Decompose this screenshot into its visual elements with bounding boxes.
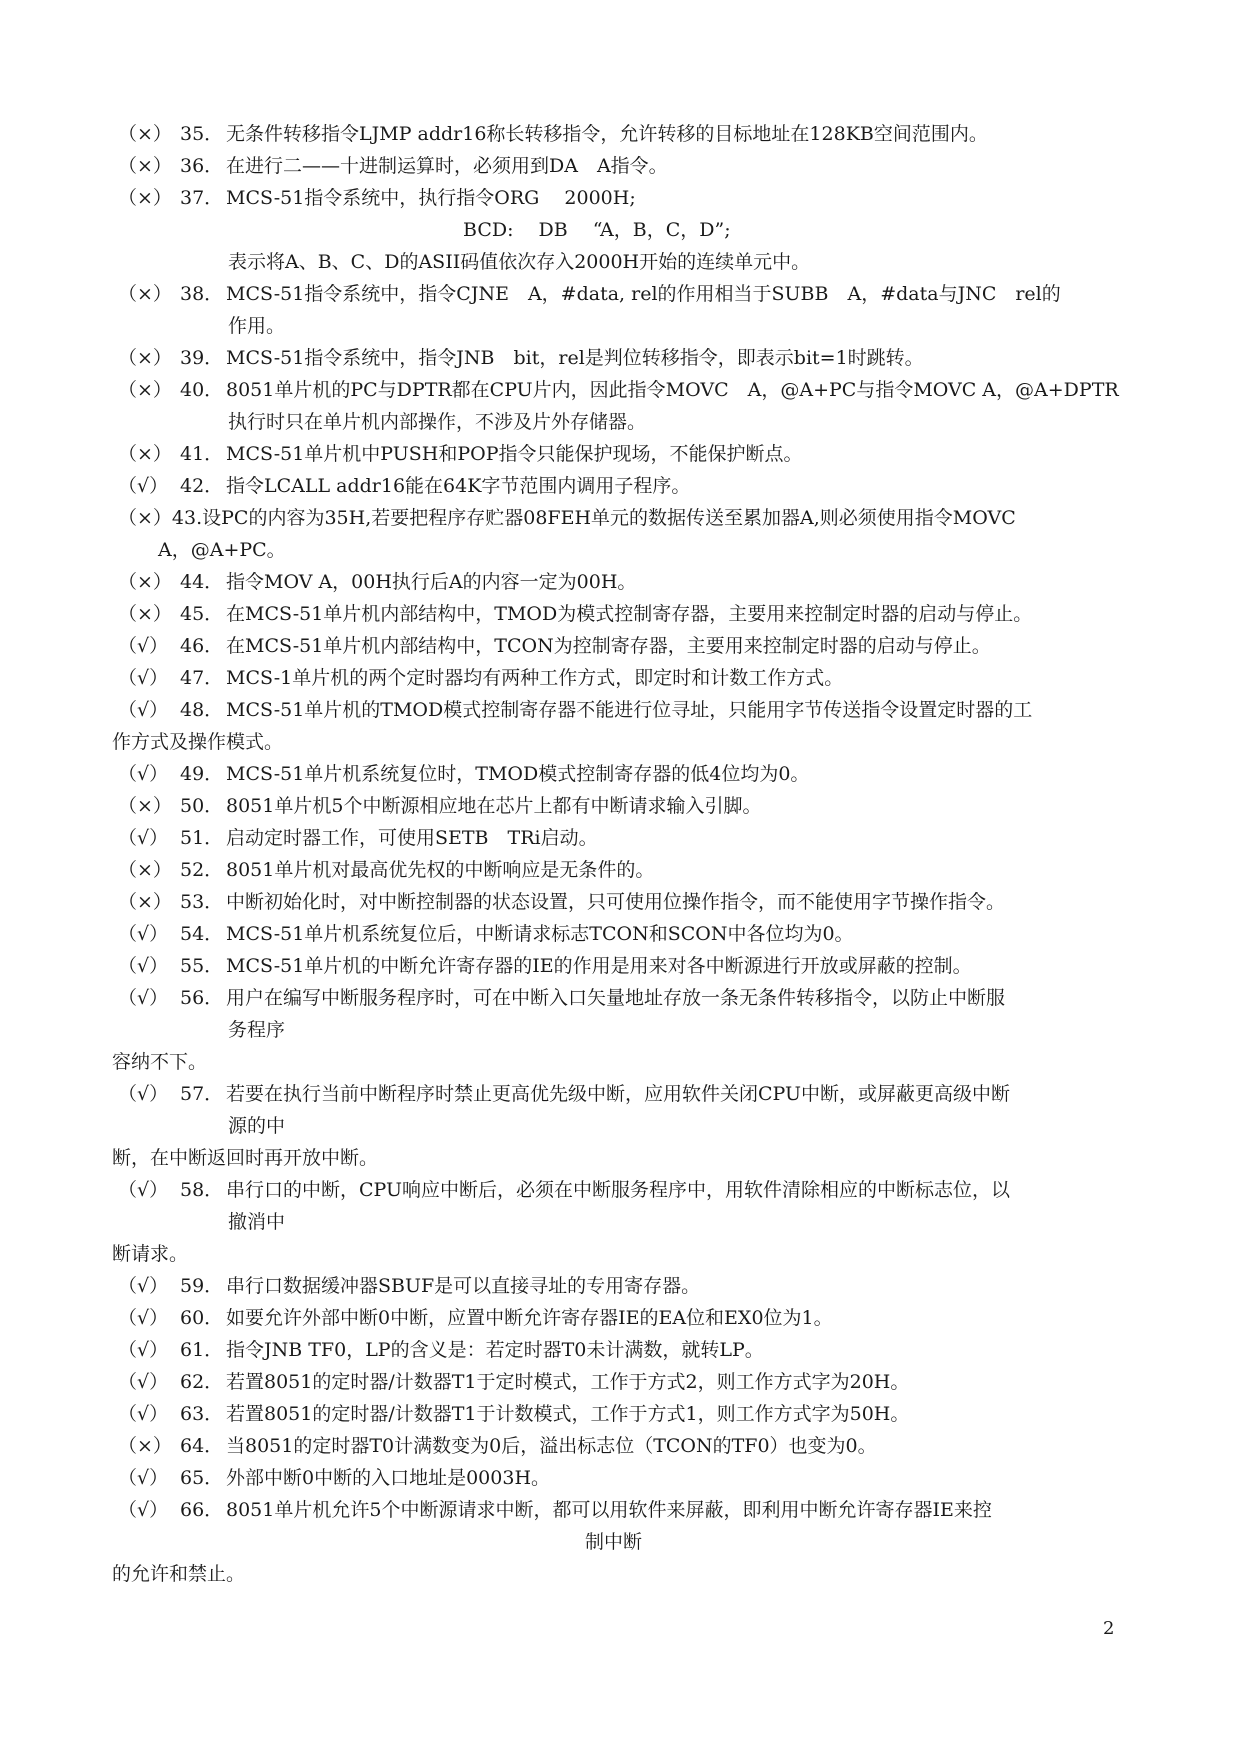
question-text: 若置8051的定时器/计数器T1于定时模式，工作于方式2，则工作方式字为20H。 xyxy=(226,1371,910,1393)
question-text: 串行口的中断，CPU响应中断后，必须在中断服务程序中，用软件清除相应的中断标志位，以 xyxy=(226,1179,1011,1201)
continuation-text: 制中断 xyxy=(585,1531,643,1553)
answer-mark: （√） xyxy=(118,667,169,689)
answer-mark: （×） xyxy=(118,123,172,145)
continuation-text: 容纳不下。 xyxy=(112,1051,208,1073)
continuation-line xyxy=(118,534,1128,566)
question-text: 无条件转移指令LJMP addr16称长转移指令，允许转移的目标地址在128KB空间范围内。 xyxy=(226,123,988,145)
question-number: 57． xyxy=(180,1083,224,1105)
answer-mark: （×） xyxy=(118,571,172,593)
answer-mark: （×） xyxy=(118,283,172,305)
answer-mark: （×） xyxy=(118,859,172,881)
code-line xyxy=(118,214,1128,246)
question-number: 49． xyxy=(180,763,224,785)
question-number: 62． xyxy=(180,1371,224,1393)
question-number: 40． xyxy=(180,379,224,401)
question-text: 8051单片机对最高优先权的中断响应是无条件的。 xyxy=(226,859,655,881)
continuation-text: 断请求。 xyxy=(112,1243,189,1265)
answer-mark: （√） xyxy=(118,1275,169,1297)
continuation-line xyxy=(118,246,1128,278)
answer-mark: （×） xyxy=(118,1435,172,1457)
question-49 xyxy=(118,758,1128,790)
continuation-line xyxy=(118,310,1128,342)
question-text: 串行口数据缓冲器SBUF是可以直接寻址的专用寄存器。 xyxy=(226,1275,701,1297)
question-47 xyxy=(118,662,1128,694)
answer-mark: （√） xyxy=(118,1499,169,1521)
question-number: 41． xyxy=(180,443,224,465)
answer-mark: （×） xyxy=(118,891,172,913)
continuation-line xyxy=(112,1142,1128,1174)
answer-mark: （×） xyxy=(118,795,172,817)
answer-mark: （√） xyxy=(118,923,169,945)
question-text: 指令MOV A，00H执行后A的内容一定为00H。 xyxy=(226,571,637,593)
answer-mark: （√） xyxy=(118,1339,169,1361)
question-number: 65． xyxy=(180,1467,224,1489)
page-number: 2 xyxy=(1103,1618,1115,1639)
answer-mark: （√） xyxy=(118,699,169,721)
continuation-text: 作方式及操作模式。 xyxy=(112,731,284,753)
continuation-text: 断，在中断返回时再开放中断。 xyxy=(112,1147,379,1169)
question-43 xyxy=(118,502,1128,534)
continuation-text: 表示将A、B、C、D的ASII码值依次存入2000H开始的连续单元中。 xyxy=(228,251,811,273)
question-text: MCS-51单片机系统复位后，中断请求标志TCON和SCON中各位均为0。 xyxy=(226,923,854,945)
question-56 xyxy=(118,982,1128,1014)
question-number: 66． xyxy=(180,1499,224,1521)
answer-mark: （×） xyxy=(118,603,172,625)
question-59 xyxy=(118,1270,1128,1302)
question-50 xyxy=(118,790,1128,822)
question-number: 59． xyxy=(180,1275,224,1297)
question-53 xyxy=(118,886,1128,918)
question-number: 38． xyxy=(180,283,224,305)
question-48 xyxy=(118,694,1128,726)
question-number: 36． xyxy=(180,155,224,177)
answer-mark: （×） xyxy=(118,379,172,401)
code-text: BCD: DB “A，B，C，D”; xyxy=(463,219,731,241)
continuation-line xyxy=(112,1238,1128,1270)
continuation-text: 的允许和禁止。 xyxy=(112,1563,246,1585)
question-65 xyxy=(118,1462,1128,1494)
question-text: 若置8051的定时器/计数器T1于计数模式，工作于方式1，则工作方式字为50H。 xyxy=(226,1403,910,1425)
question-text: MCS-51单片机的中断允许寄存器的IE的作用是用来对各中断源进行开放或屏蔽的控制。 xyxy=(226,955,972,977)
answer-mark: （×） xyxy=(118,347,172,369)
question-number: 54． xyxy=(180,923,224,945)
answer-mark: （√） xyxy=(118,1083,169,1105)
continuation-text: 作用。 xyxy=(228,315,286,337)
answer-mark: （×） xyxy=(118,155,172,177)
continuation-line xyxy=(112,726,1128,758)
continuation-line xyxy=(118,1206,1128,1238)
answer-mark: （×） xyxy=(118,187,172,209)
question-62 xyxy=(118,1366,1128,1398)
question-number: 55． xyxy=(180,955,224,977)
question-40 xyxy=(118,374,1128,406)
answer-mark: （√） xyxy=(118,987,169,1009)
answer-mark: （√） xyxy=(118,827,169,849)
question-text: 当8051的定时器T0计满数变为0后，溢出标志位（TCON的TF0）也变为0。 xyxy=(226,1435,877,1457)
question-text: MCS-51指令系统中，执行指令ORG 2000H; xyxy=(226,187,636,209)
question-text: 指令LCALL addr16能在64K字节范围内调用子程序。 xyxy=(226,475,691,497)
question-number: 37． xyxy=(180,187,224,209)
question-51 xyxy=(118,822,1128,854)
question-41 xyxy=(118,438,1128,470)
continuation-line xyxy=(112,1558,1128,1590)
question-52 xyxy=(118,854,1128,886)
answer-mark: （×） xyxy=(118,443,172,465)
question-text: 指令JNB TF0，LP的含义是：若定时器T0未计满数，就转LP。 xyxy=(226,1339,764,1361)
question-text: 外部中断0中断的入口地址是0003H。 xyxy=(226,1467,551,1489)
question-64 xyxy=(118,1430,1128,1462)
question-text: MCS-51单片机系统复位时，TMOD模式控制寄存器的低4位均为0。 xyxy=(226,763,810,785)
question-number: 50． xyxy=(180,795,224,817)
question-text: 在MCS-51单片机内部结构中，TMOD为模式控制寄存器，主要用来控制定时器的启动与停止。 xyxy=(226,603,1033,625)
question-text: 如要允许外部中断0中断，应置中断允许寄存器IE的EA位和EX0位为1。 xyxy=(226,1307,833,1329)
question-text: MCS-51单片机的TMOD模式控制寄存器不能进行位寻址，只能用字节传送指令设置定时器的工 xyxy=(226,699,1033,721)
continuation-text: 务程序 xyxy=(228,1019,286,1041)
question-60 xyxy=(118,1302,1128,1334)
continuation-line xyxy=(118,1526,1128,1558)
question-number: 44． xyxy=(180,571,224,593)
question-63 xyxy=(118,1398,1128,1430)
continuation-line xyxy=(118,1014,1128,1046)
question-66 xyxy=(118,1494,1128,1526)
question-text: 中断初始化时，对中断控制器的状态设置，只可使用位操作指令，而不能使用字节操作指令。 xyxy=(226,891,1006,913)
answer-mark: （√） xyxy=(118,1403,169,1425)
question-37 xyxy=(118,182,1128,214)
answer-mark: （√） xyxy=(118,763,169,785)
question-38 xyxy=(118,278,1128,310)
continuation-text: A，@A+PC。 xyxy=(158,539,286,561)
question-number: 63． xyxy=(180,1403,224,1425)
question-number: 58． xyxy=(180,1179,224,1201)
question-text: 在进行二——十进制运算时，必须用到DA A指令。 xyxy=(226,155,668,177)
question-number: 64． xyxy=(180,1435,224,1457)
question-number: 46． xyxy=(180,635,224,657)
question-text: 8051单片机的PC与DPTR都在CPU片内，因此指令MOVC A，@A+PC与指令MOVC A，@A+DPTR xyxy=(226,379,1119,401)
question-46 xyxy=(118,630,1128,662)
question-text: 8051单片机5个中断源相应地在芯片上都有中断请求输入引脚。 xyxy=(226,795,762,817)
question-number: 61． xyxy=(180,1339,224,1361)
answer-mark: （√） xyxy=(118,1467,169,1489)
question-number: 45． xyxy=(180,603,224,625)
question-number: 47． xyxy=(180,667,224,689)
continuation-text: 执行时只在单片机内部操作，不涉及片外存储器。 xyxy=(228,411,647,433)
answer-mark: （√） xyxy=(118,955,169,977)
answer-mark: （√） xyxy=(118,475,169,497)
question-57 xyxy=(118,1078,1128,1110)
question-39 xyxy=(118,342,1128,374)
continuation-line xyxy=(118,1110,1128,1142)
question-text: 若要在执行当前中断程序时禁止更高优先级中断，应用软件关闭CPU中断，或屏蔽更高级中断 xyxy=(226,1083,1011,1105)
question-42 xyxy=(118,470,1128,502)
question-text: 8051单片机允许5个中断源请求中断，都可以用软件来屏蔽，即利用中断允许寄存器IE来控 xyxy=(226,1499,992,1521)
continuation-text: 撤消中 xyxy=(228,1211,286,1233)
question-58 xyxy=(118,1174,1128,1206)
answer-mark: （√） xyxy=(118,635,169,657)
question-text: 启动定时器工作，可使用SETB TRi启动。 xyxy=(226,827,598,849)
question-number: 39． xyxy=(180,347,224,369)
answer-mark: （√） xyxy=(118,1307,169,1329)
question-44 xyxy=(118,566,1128,598)
question-text: MCS-51单片机中PUSH和POP指令只能保护现场，不能保护断点。 xyxy=(226,443,803,465)
question-number: 51． xyxy=(180,827,224,849)
question-number: 52． xyxy=(180,859,224,881)
question-54 xyxy=(118,918,1128,950)
question-55 xyxy=(118,950,1128,982)
question-text: MCS-51指令系统中，指令CJNE A，#data, rel的作用相当于SUBB A，#data与JNC rel的 xyxy=(226,283,1061,305)
question-text: （×）43.设PC的内容为35H,若要把程序存贮器08FEH单元的数据传送至累加器A,则必须使用指令MOVC xyxy=(118,507,1016,529)
continuation-line xyxy=(112,1046,1128,1078)
answer-mark: （√） xyxy=(118,1179,169,1201)
question-number: 42． xyxy=(180,475,224,497)
question-number: 60． xyxy=(180,1307,224,1329)
answer-mark: （√） xyxy=(118,1371,169,1393)
question-number: 53． xyxy=(180,891,224,913)
question-text: MCS-1单片机的两个定时器均有两种工作方式，即定时和计数工作方式。 xyxy=(226,667,844,689)
question-list xyxy=(112,118,1128,1590)
continuation-line xyxy=(118,406,1128,438)
question-text: MCS-51指令系统中，指令JNB bit，rel是判位转移指令，即表示bit=1时跳转。 xyxy=(226,347,924,369)
question-text: 用户在编写中断服务程序时，可在中断入口矢量地址存放一条无条件转移指令，以防止中断服 xyxy=(226,987,1006,1009)
question-36 xyxy=(118,150,1128,182)
question-35 xyxy=(118,118,1128,150)
question-number: 35． xyxy=(180,123,224,145)
question-number: 48． xyxy=(180,699,224,721)
question-number: 56． xyxy=(180,987,224,1009)
question-45 xyxy=(118,598,1128,630)
question-text: 在MCS-51单片机内部结构中，TCON为控制寄存器，主要用来控制定时器的启动与停止。 xyxy=(226,635,991,657)
continuation-text: 源的中 xyxy=(228,1115,286,1137)
question-61 xyxy=(118,1334,1128,1366)
